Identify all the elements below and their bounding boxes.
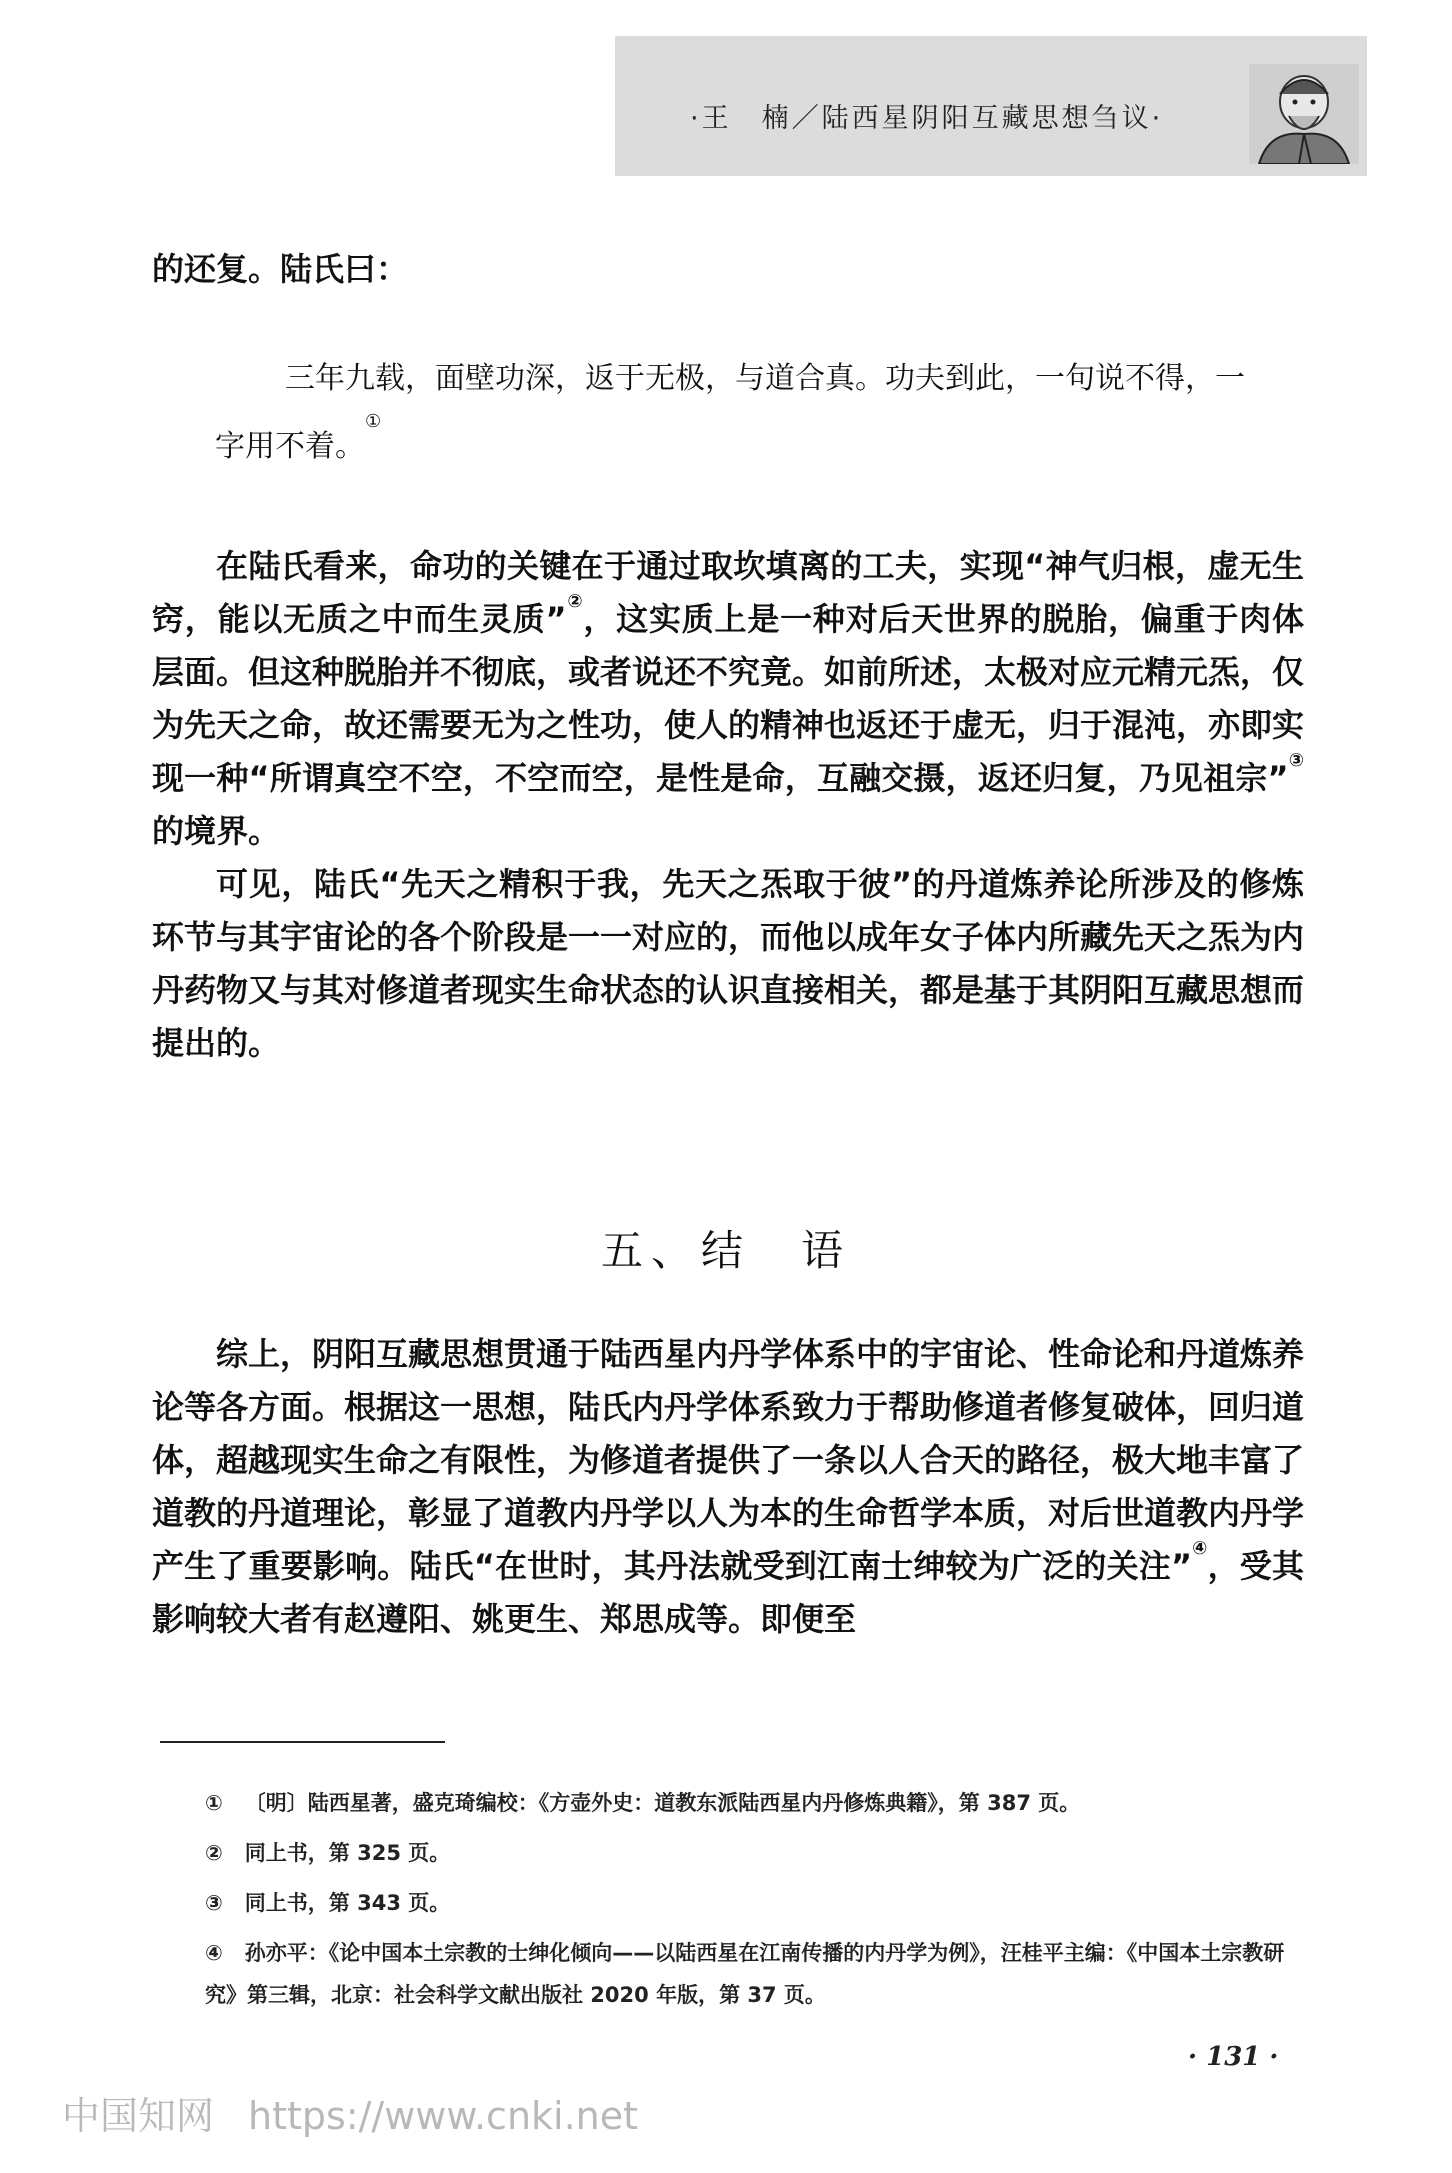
- running-head: ·王 楠／陆西星阴阳互藏思想刍议·: [690, 103, 1164, 134]
- footnote-3-text: 同上书，第 343 页。: [244, 1891, 451, 1915]
- main-body: [152, 540, 1304, 1070]
- page-number: · 131 ·: [1188, 2042, 1279, 2072]
- cnki-watermark: [62, 2085, 638, 2140]
- quote-text: 三年九载，面壁功深，返于无极，与道合真。功夫到此，一句说不得，一字用不着。: [215, 361, 1245, 464]
- footnote-3-mark: ③: [205, 1891, 223, 1915]
- footnote-1-mark: ①: [205, 1791, 223, 1815]
- footnote-2: [160, 1828, 1305, 1878]
- footnote-ref-4[interactable]: ④: [1191, 1538, 1208, 1559]
- paragraph-3: [152, 1328, 1304, 1646]
- watermark-url[interactable]: https://www.cnki.net: [248, 2094, 639, 2138]
- footnote-2-mark: ②: [205, 1841, 223, 1865]
- conclusion-body: [152, 1328, 1304, 1646]
- paragraph-1-part-2: ，这实质上是一种对后天世界的脱胎，偏重于肉体层面。但这种脱胎并不彻底，或者说还不究竟。如前所述，太极对应元精元炁，仅为先天之命，故还需要无为之性功，使人的精神也返还于虚无，归于混沌，亦即实现一种“所谓真空不空，不空而空，是性是命，互融交摄，返还归复，乃见祖宗”: [152, 600, 1305, 797]
- footnote-4-mark: ④: [205, 1941, 223, 1965]
- footnote-2-text: 同上书，第 325 页。: [244, 1841, 451, 1865]
- portrait-illustration-icon: [1249, 64, 1359, 164]
- footnote-1: [160, 1778, 1305, 1828]
- paragraph-1: [152, 540, 1304, 858]
- footnote-ref-1[interactable]: ①: [365, 411, 382, 432]
- footnote-4-text: 孙亦平：《论中国本土宗教的士绅化倾向——以陆西星在江南传播的内丹学为例》，汪桂平主编：《中国本土宗教研究》第三辑，北京：社会科学文献出版社 2020 年版，第 37 页。: [205, 1941, 1285, 2007]
- footnote-1-text: 〔明〕陆西星著，盛克琦编校：《方壶外史：道教东派陆西星内丹修炼典籍》，第 387 页。: [244, 1791, 1081, 1815]
- footnote-ref-3[interactable]: ③: [1288, 750, 1304, 771]
- paragraph-1-part-1: 在陆氏看来，命功的关键在于通过取坎填离的工夫，实现“神气归根，虚无生窍，能以无质之中而生灵质”: [152, 547, 1304, 638]
- paragraph-3-part-1: 综上，阴阳互藏思想贯通于陆西星内丹学体系中的宇宙论、性命论和丹道炼养论等各方面。根据这一思想，陆氏内丹学体系致力于帮助修道者修复破体，回归道体，超越现实生命之有限性，为修道者提供了一条以人合天的路径，极大地丰富了道教的丹道理论，彰显了道教内丹学以人为本的生命哲学本质，对后世道教内丹学产生了重要影响。陆氏“在世时，其丹法就受到江南士绅较为广泛的关注”: [152, 1335, 1305, 1585]
- paragraph-3-part-2: ，受其影响较大者有赵遵阳、姚更生、郑思成等。即便至: [152, 1547, 1304, 1638]
- footnote-ref-2[interactable]: ②: [566, 591, 584, 612]
- footnote-divider: [160, 1741, 445, 1743]
- footnote-3: [160, 1878, 1305, 1928]
- block-quote: [215, 345, 1245, 481]
- paragraph-2: 可见，陆氏“先天之精积于我，先天之炁取于彼”的丹道炼养论所涉及的修炼环节与其宇宙论的各个阶段是一一对应的，而他以成年女子体内所藏先天之炁为内丹药物又与其对修道者现实生命状态的认识直接相关，都是基于其阴阳互藏思想而提出的。: [152, 865, 1305, 1062]
- footnotes: [160, 1778, 1305, 2016]
- watermark-brand: 中国知网: [62, 2094, 215, 2138]
- footnote-4: [160, 1932, 1305, 2016]
- section-title: 五、结 语: [600, 1226, 851, 1275]
- opening-line: [152, 243, 1304, 296]
- paragraph-1-part-3: 的境界。: [152, 812, 281, 850]
- opening-line-text: 的还复。陆氏曰：: [152, 250, 409, 288]
